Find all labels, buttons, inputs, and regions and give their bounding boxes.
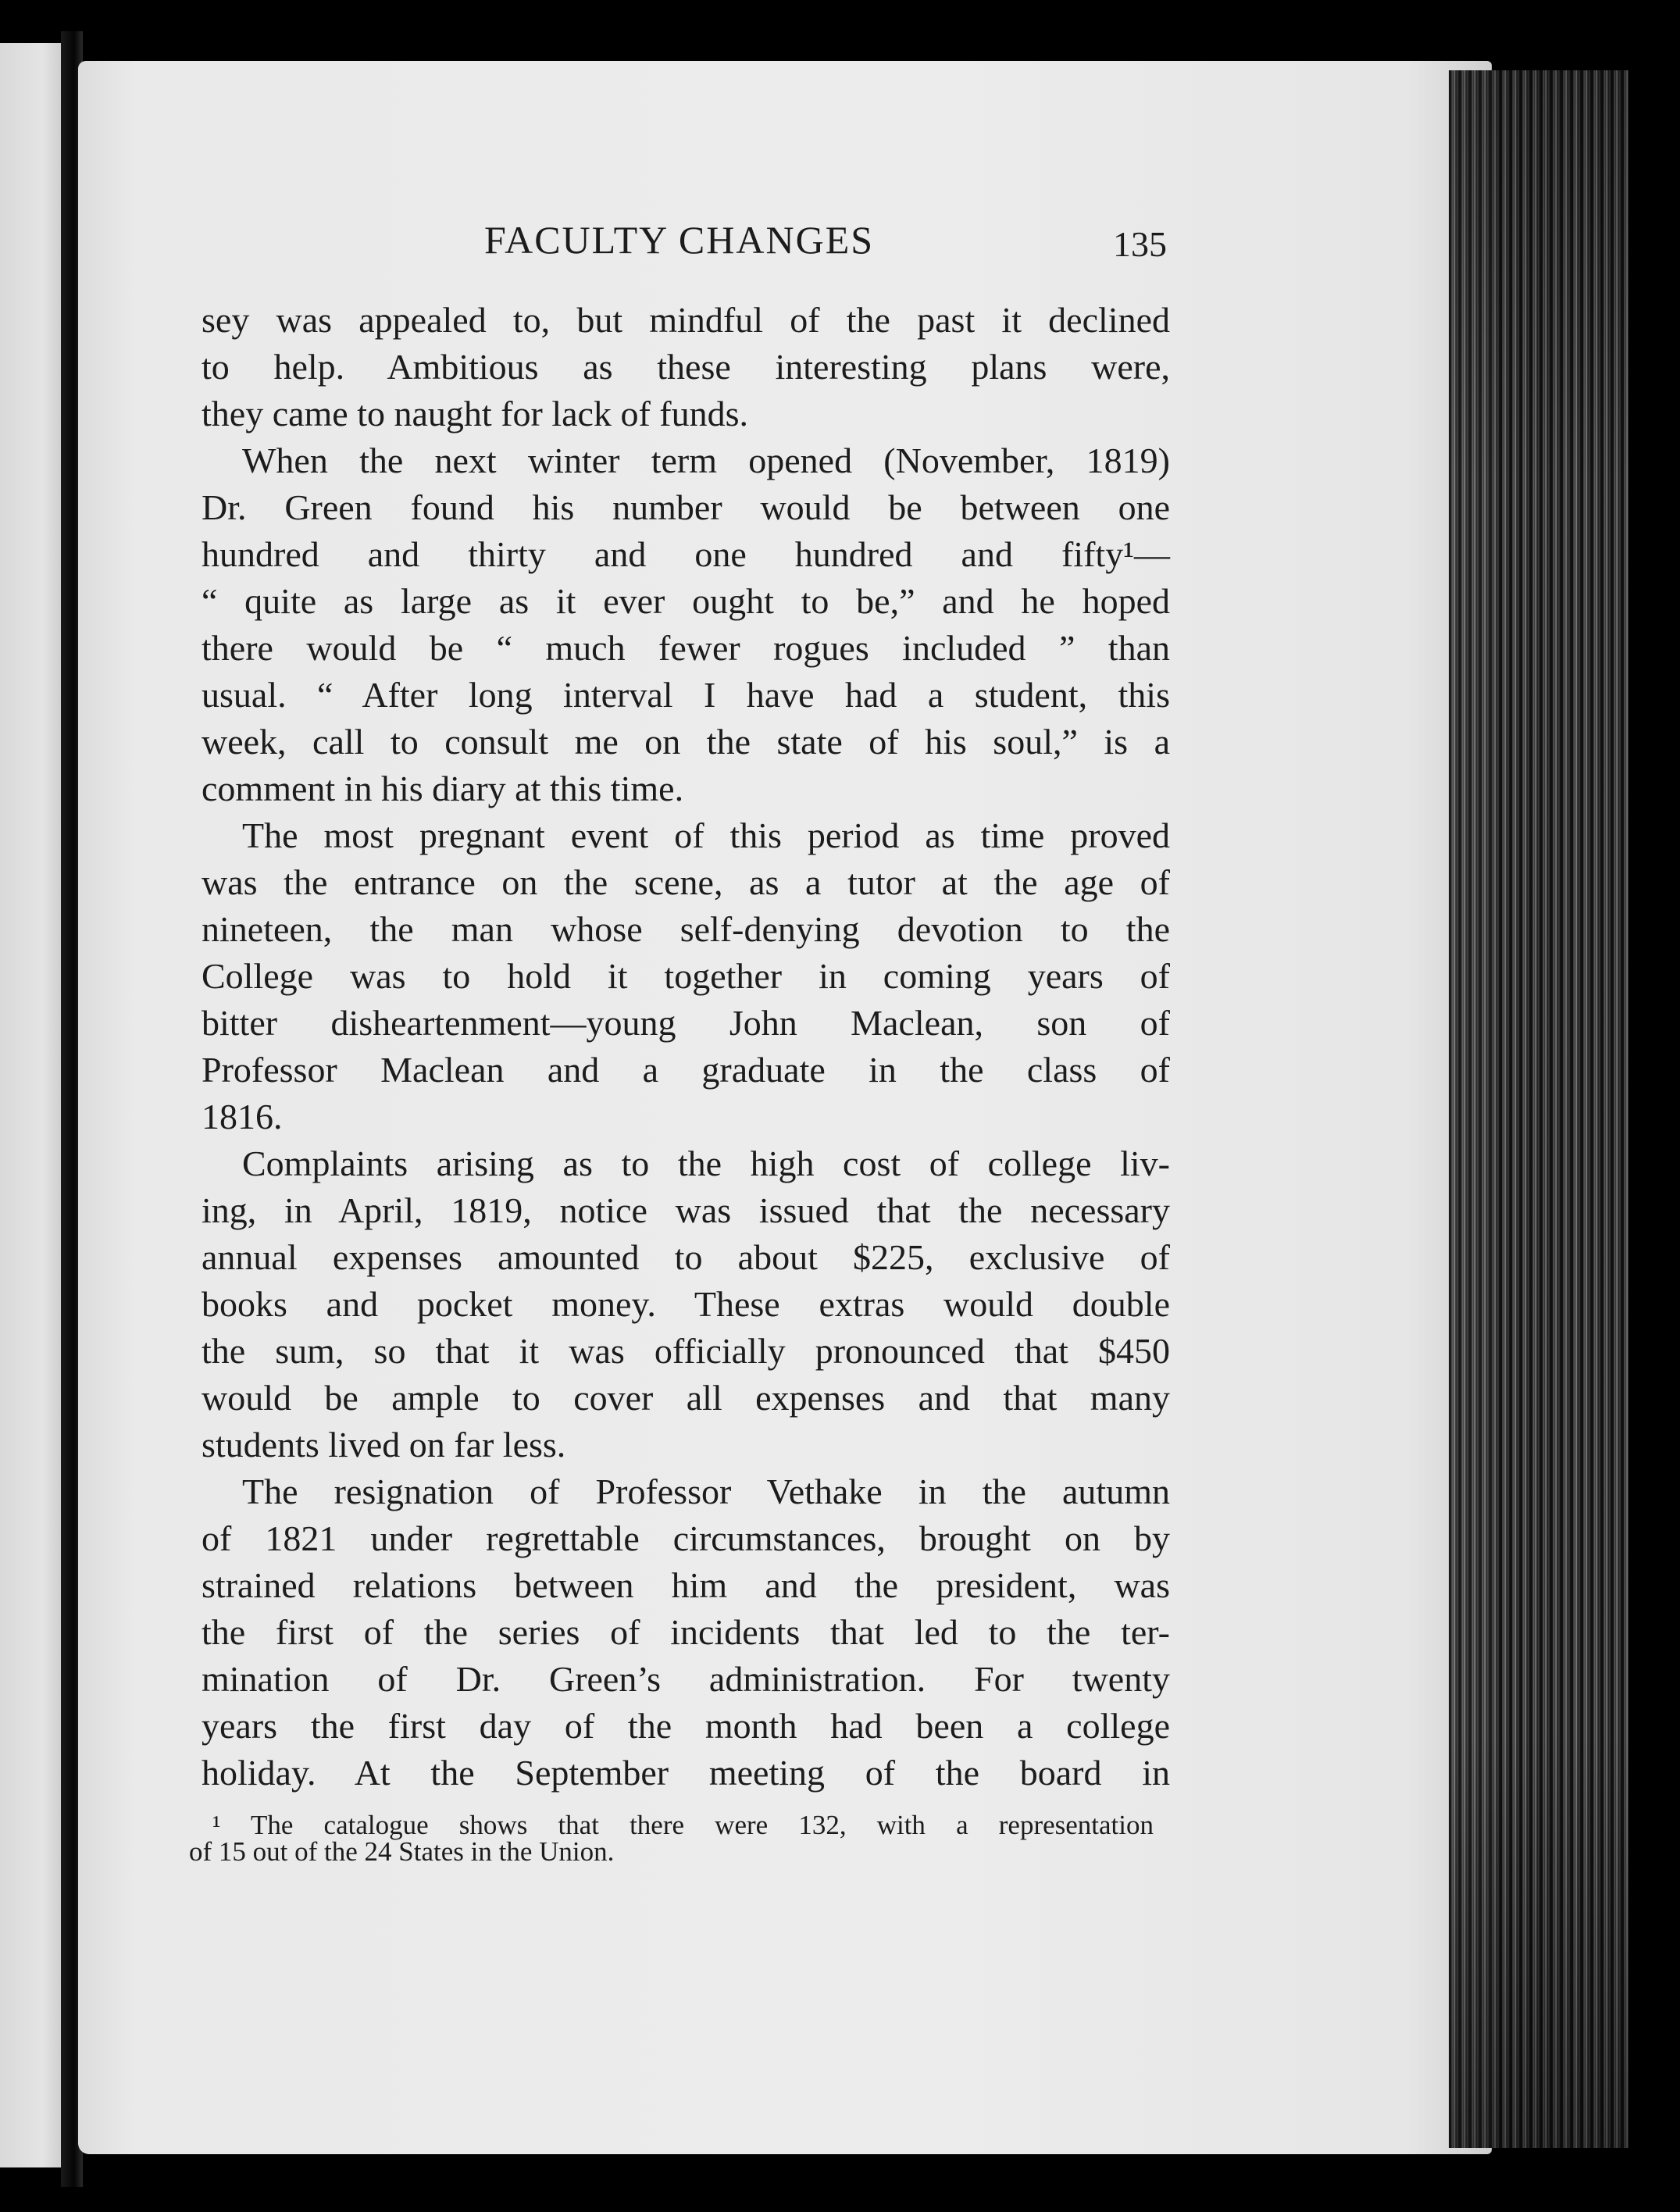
text-line: strained relations between him and the president, was	[202, 1565, 1170, 1605]
text-line: was the entrance on the scene, as a tutor at the age of	[202, 862, 1170, 902]
text-line: they came to naught for lack of funds.	[202, 394, 748, 433]
footnote-line: of 15 out of the 24 States in the Union.	[189, 1836, 615, 1867]
text-line: mination of Dr. Green’s administration. For twenty	[202, 1659, 1170, 1699]
body-text	[202, 297, 1170, 1796]
text-line: of 1821 under regrettable circumstances, brought on by	[202, 1518, 1170, 1558]
facing-page-edge	[0, 43, 61, 2167]
text-line: comment in his diary at this time.	[202, 769, 684, 808]
text-line: books and pocket money. These extras would double	[202, 1284, 1170, 1324]
text-line: nineteen, the man whose self-denying devotion to the	[202, 909, 1170, 949]
text-line: Complaints arising as to the high cost of college liv-	[242, 1143, 1170, 1183]
running-head: FACULTY CHANGES	[484, 218, 875, 262]
text-line: College was to hold it together in coming years of	[202, 956, 1170, 996]
text-line: usual. “ After long interval I have had a student, this	[202, 675, 1170, 715]
text-line: students lived on far less.	[202, 1425, 566, 1465]
text-line: ing, in April, 1819, notice was issued that the necessary	[202, 1190, 1170, 1230]
text-line: “ quite as large as it ever ought to be,” and he hoped	[202, 581, 1170, 621]
text-line: to help. Ambitious as these interesting plans were,	[202, 347, 1170, 387]
text-line: years the first day of the month had been a college	[202, 1706, 1170, 1746]
text-line: Professor Maclean and a graduate in the class of	[202, 1050, 1170, 1090]
text-line: The most pregnant event of this period as time proved	[242, 815, 1170, 855]
text-line: When the next winter term opened (November, 1819)	[242, 441, 1170, 480]
text-line: Dr. Green found his number would be between one	[202, 487, 1170, 527]
page-edges-shadow	[1449, 70, 1628, 2148]
text-line: there would be “ much fewer rogues included ” than	[202, 628, 1170, 668]
footnote-line: ¹ The catalogue shows that there were 132, with a representation	[212, 1810, 1154, 1840]
text-line: week, call to consult me on the state of his soul,” is a	[202, 722, 1170, 762]
text-line: would be ample to cover all expenses and that many	[202, 1378, 1170, 1418]
page-number: 135	[1113, 224, 1167, 264]
text-line: the sum, so that it was officially pronounced that $450	[202, 1331, 1170, 1371]
text-line: sey was appealed to, but mindful of the past it declined	[202, 300, 1170, 340]
text-line: The resignation of Professor Vethake in the autumn	[242, 1472, 1170, 1511]
footnote	[189, 1812, 1154, 1865]
text-line: bitter disheartenment—young John Maclean, son of	[202, 1003, 1170, 1043]
text-line: 1816.	[202, 1097, 283, 1136]
text-line: annual expenses amounted to about $225, exclusive of	[202, 1237, 1170, 1277]
text-line: hundred and thirty and one hundred and fifty¹—	[202, 534, 1170, 574]
text-line: holiday. At the September meeting of the board in	[202, 1753, 1170, 1793]
text-line: the first of the series of incidents that led to the ter-	[202, 1612, 1170, 1652]
